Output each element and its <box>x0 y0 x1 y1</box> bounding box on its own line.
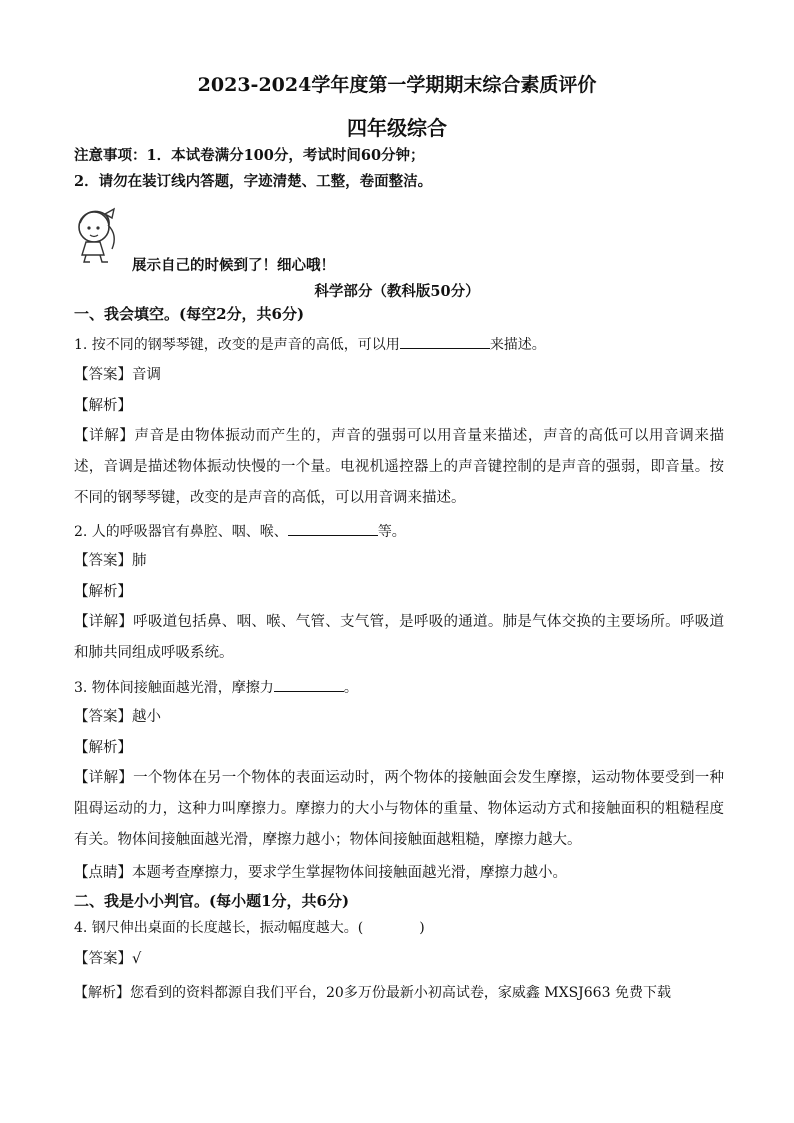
science-part-header: 科学部分（教科版50分） <box>314 283 480 300</box>
answer-2 <box>74 551 724 571</box>
point-3-text: 本题考查摩擦力，要求学生掌握物体间接触面越光滑，摩擦力越小。 <box>132 865 567 881</box>
answer-tag: 【答案】 <box>74 367 132 383</box>
answer-blank-1[interactable] <box>400 334 490 349</box>
question-3-tail: 。 <box>343 680 358 696</box>
analysis-2-tag: 【解析】 <box>74 584 132 600</box>
mascot-caption: 展示自己的时候到了！细心哦！ <box>132 257 335 274</box>
detail-3 <box>74 763 724 856</box>
question-2-text: 2. 人的呼吸器官有鼻腔、咽、喉、 <box>74 524 288 540</box>
analysis-4-text: 您看到的资料都源自我们平台，20多万份最新小初高试卷，家威鑫 MXSJ663 免费下载 <box>130 985 671 1001</box>
answer-1 <box>74 365 724 385</box>
detail-tag: 【详解】 <box>74 428 135 444</box>
answer-2-value: 肺 <box>132 553 147 569</box>
question-1-tail: 来描述。 <box>489 337 546 353</box>
exam-title: 2023-2024学年度第一学期期末综合素质评价 <box>197 74 597 96</box>
analysis-1-tag: 【解析】 <box>74 398 132 414</box>
answer-tag: 【答案】 <box>74 951 132 967</box>
answer-tag: 【答案】 <box>74 553 132 569</box>
question-4-text: 4. 钢尺伸出桌面的长度越长，振动幅度越大。( <box>74 920 364 936</box>
section2-heading: 二、我是小小判官。(每小题1分，共6分) <box>74 892 350 910</box>
answer-tag: 【答案】 <box>74 709 132 725</box>
question-2-tail: 等。 <box>377 524 406 540</box>
question-4-close: ) <box>419 920 425 936</box>
answer-3 <box>74 707 724 727</box>
detail-3-text: 一个物体在另一个物体的表面运动时，两个物体的接触面会发生摩擦，运动物体要受到一种阻碍运动的力，这种力叫摩擦力。摩擦力的大小与物体的重量、物体运动方式和接触面积的粗糙程度有关。物体间接触面越光滑，摩擦力越小；物体间接触面越粗糙，摩擦力越大。 <box>74 770 725 848</box>
answer-blank-3[interactable] <box>274 677 344 692</box>
analysis-tag: 【解析】 <box>74 985 130 1001</box>
question-1 <box>74 334 724 355</box>
question-3-text: 3. 物体间接触面越光滑，摩擦力 <box>74 680 274 696</box>
question-3 <box>74 677 724 698</box>
notes-line-2: 2．请勿在装订线内答题，字迹清楚、工整，卷面整洁。 <box>74 173 433 190</box>
answer-4-value: √ <box>132 951 142 967</box>
section1-heading: 一、我会填空。(每空2分，共6分) <box>74 305 305 323</box>
analysis-3-tag: 【解析】 <box>74 740 132 756</box>
point-tag: 【点睛】 <box>74 865 132 881</box>
detail-2-text: 呼吸道包括鼻、咽、喉、气管、支气管，是呼吸的通道。肺是气体交换的主要场所。呼吸道和肺共同组成呼吸系统。 <box>74 614 725 661</box>
point-3 <box>74 863 724 883</box>
detail-tag: 【详解】 <box>74 614 134 630</box>
detail-2 <box>74 607 724 669</box>
girl-cartoon-icon <box>70 205 128 265</box>
analysis-4 <box>74 983 724 1003</box>
question-4 <box>74 918 724 938</box>
detail-1-text: 声音是由物体振动而产生的，声音的强弱可以用音量来描述，声音的高低可以用音调来描述，音调是描述物体振动快慢的一个量。电视机遥控器上的声音键控制的是声音的强弱，即音量。按不同的钢琴琴键，改变的是声音的高低，可以用音调来描述。 <box>74 428 725 506</box>
answer-blank-2[interactable] <box>288 521 378 536</box>
answer-3-value: 越小 <box>132 709 161 725</box>
detail-tag: 【详解】 <box>74 770 134 786</box>
exam-subtitle: 四年级综合 <box>347 116 447 140</box>
question-2 <box>74 521 724 542</box>
detail-1 <box>74 421 724 514</box>
question-1-text: 1. 按不同的钢琴琴键，改变的是声音的高低，可以用 <box>74 337 400 353</box>
answer-1-value: 音调 <box>132 367 161 383</box>
answer-4 <box>74 949 724 969</box>
notes-line-1: 注意事项：1．本试卷满分100分，考试时间60分钟； <box>74 147 425 164</box>
